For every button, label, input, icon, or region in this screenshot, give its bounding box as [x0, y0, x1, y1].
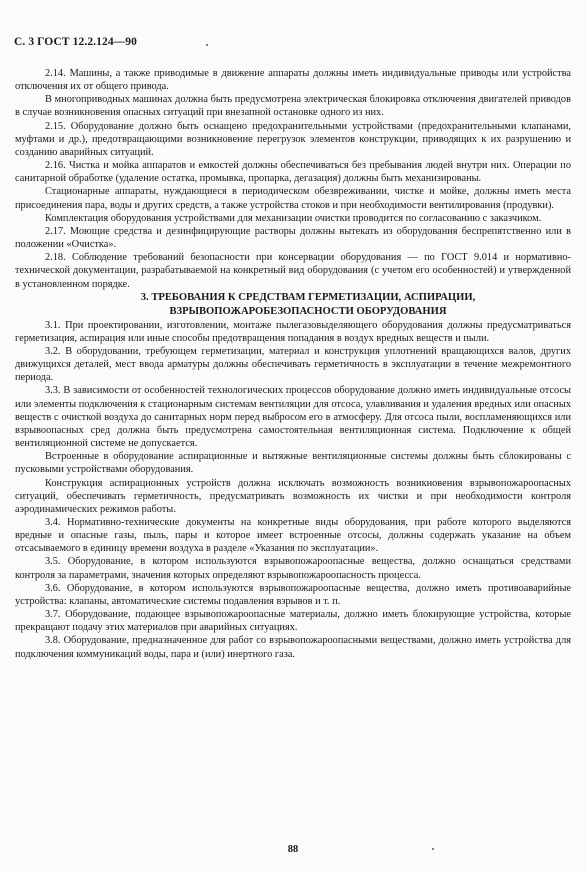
page-number: 88 [287, 844, 299, 855]
scan-speck [432, 848, 434, 850]
paragraph-3-8: 3.8. Оборудование, предназначенное для работ со взрывопожароопасными веществами, должно иметь устройства для подключения коммуникаций воды, пара и (или) инертного газа. [15, 635, 571, 660]
paragraph-3-1: 3.1. При проектировании, изготовлении, монтаже пылегазовыделяющего оборудования должны предусматриваться герметизация, аспирация или иные способы предотвращения попадания в воздух вредных веществ и пыли. [15, 319, 571, 344]
section-heading-line-1: 3. ТРЕБОВАНИЯ К СРЕДСТВАМ ГЕРМЕТИЗАЦИИ, АСПИРАЦИИ, [140, 291, 476, 303]
paragraph-2-17: 2.17. Моющие средства и дезинфицирующие растворы должны вытекать из оборудования беспрепятственно или в положении «Очистка». [15, 225, 571, 251]
paragraph-2-16-equipment: Комплектация оборудования устройствами для механизации очистки проводится по согласованию с заказчиком. [45, 212, 542, 224]
paragraph-3-7: 3.7. Оборудование, подающее взрывопожароопасные материалы, должно иметь блокирующие устройства, которые прекращают подачу этих материалов при аварийных ситуациях. [15, 609, 571, 634]
document-body [15, 67, 571, 661]
paragraph-3-3: 3.3. В зависимости от особенностей технологических процессов оборудование должно иметь индивидуальные отсосы или элементы подключения к стационарным системам вентиляции для отсоса, улавливания и удаления вредных или опасных веществ с очисткой воздуха до санитарных норм перед выбросом его в атмосферу. Для отсоса пыли, воспламеняющихся или взрывоопасных сред должна быть предусмотрена самостоятельная вентиляционная система. Подключение к общей вентиляционной системе не допускается. [15, 385, 571, 450]
paragraph-2-16: 2.16. Чистка и мойка аппаратов и емкостей должны обеспечиваться без пребывания людей внутри них. Операции по санитарной обработке (удаление остатка, промывка, пропарка, дегазация) должны быть механизированы. [15, 160, 571, 185]
section-heading-line-2: ВЗРЫВОПОЖАРОБЕЗОПАСНОСТИ ОБОРУДОВАНИЯ [169, 305, 447, 317]
paragraph-2-14-blocking: В многоприводных машинах должна быть предусмотрена электрическая блокировка отключения двигателей приводов в случае возникновения опасных ситуаций при внезапной остановке одного из них. [15, 94, 571, 119]
paragraph-3-4: 3.4. Нормативно-технические документы на конкретные виды оборудования, при работе которого выделяются вредные и опасные газы, пыль, пары и которое имеет встроенные отсосы, должны содержать указание на объем отсасываемого в единицу времени воздуха в разделе «Указания по эксплуатации». [15, 517, 571, 555]
paragraph-3-3-construction: Конструкция аспирационных устройств должна исключать возможность возникновения взрывопожароопасных ситуаций, обеспечивать герметичность, предусматривать возможность их чистки и при необходимости контроля аэродинамических режимов работы. [15, 477, 571, 515]
paragraph-3-3-builtin: Встроенные в оборудование аспирационные и вытяжные вентиляционные системы должны быть сблокированы с пусковыми устройствами оборудования. [15, 451, 571, 476]
paragraph-3-5: 3.5. Оборудование, в котором используются взрывопожароопасные вещества, должно оснащаться средствами контроля за параметрами, значения которых определяют взрывопожароопасность процесса. [15, 556, 571, 581]
section-heading [15, 291, 571, 319]
paragraph-2-18: 2.18. Соблюдение требований безопасности при консервации оборудования — по ГОСТ 9.014 и нормативно-технической документации, разрабатываемой на конкретный вид оборудования (с учетом его особенностей) и утвержденной в установленном порядке. [15, 252, 571, 290]
paragraph-2-14: 2.14. Машины, а также приводимые в движение аппараты должны иметь индивидуальные приводы или устройства отключения их от общего привода. [15, 68, 571, 93]
paragraph-2-16-stationary: Стационарные аппараты, нуждающиеся в периодическом обезвреживании, чистке и мойке, должны иметь места присоединения пара, воды и других средств, а также устройства стоков и при необходимости вентилирования (продувки). [15, 186, 571, 211]
page-header: С. 3 ГОСТ 12.2.124—90 [14, 36, 137, 48]
paragraph-2-15: 2.15. Оборудование должно быть оснащено предохранительными устройствами (предохранительными клапанами, муфтами и др.), предотвращающими возникновение перегрузок элементов конструкции, приводящих к их разрушению и созданию аварийных ситуаций. [15, 120, 571, 158]
scan-speck [206, 44, 208, 46]
paragraph-3-6: 3.6. Оборудование, в котором используются взрывопожароопасные вещества, должно иметь противоаварийные устройства: клапаны, автоматические системы подавления взрывов и т. п. [15, 582, 571, 607]
paragraph-3-2: 3.2. В оборудовании, требующем герметизации, материал и конструкция уплотнений вращающихся валов, других движущихся деталей, мест ввода арматуры должны обеспечивать герметичность в эксплуатации в течение межремонтного периода. [15, 345, 571, 384]
